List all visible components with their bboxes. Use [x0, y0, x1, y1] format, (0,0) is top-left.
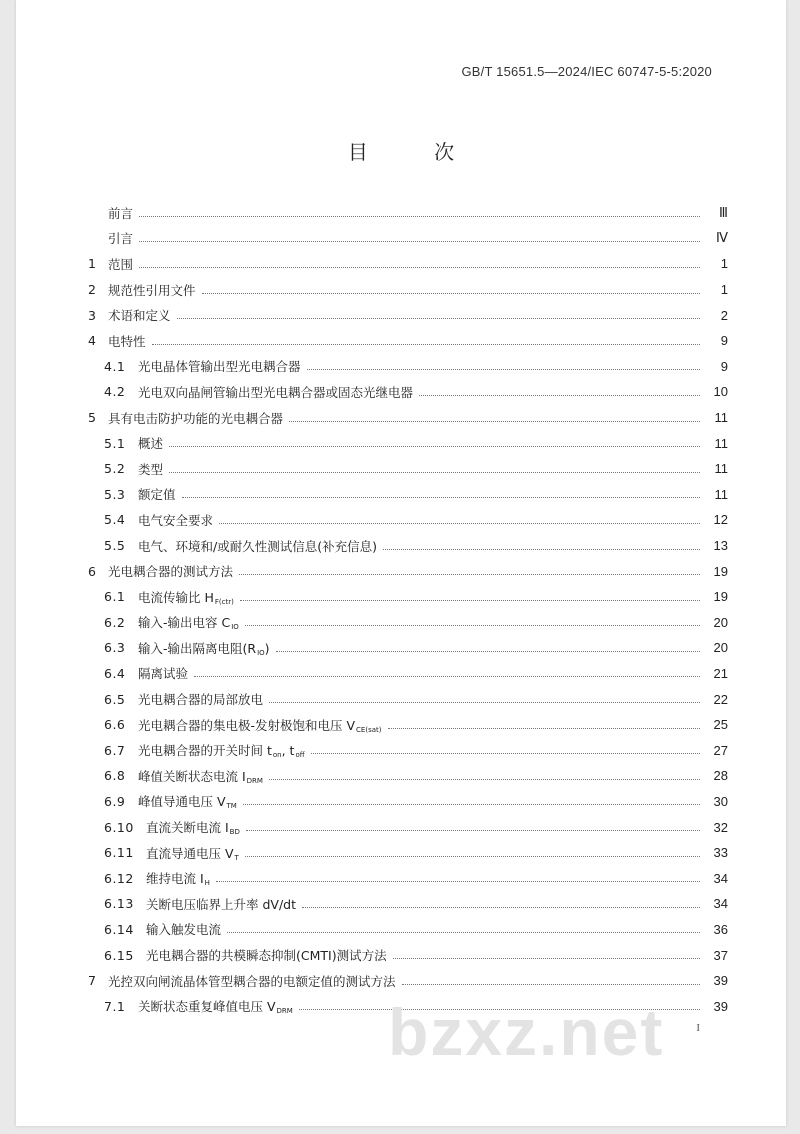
- toc-entry-page: 9: [720, 358, 728, 374]
- standard-code: GB/T 15651.5—2024/IEC 60747-5-5:2020: [461, 64, 712, 79]
- toc-leader-dots: [182, 496, 700, 498]
- toc-entry-label-text: 电流传输比 H: [138, 589, 214, 605]
- toc-entry-page: 13: [713, 538, 728, 554]
- toc-leader-dots: [419, 394, 700, 396]
- watermark: bzxz.net: [388, 995, 665, 1069]
- toc-entry-page: 11: [714, 435, 728, 451]
- toc-entry-label-text: 类型: [138, 461, 164, 477]
- toc-entry-number: 6.14: [104, 921, 134, 937]
- toc-entry-page: 20: [713, 640, 728, 656]
- toc-entry-label: [146, 946, 387, 964]
- toc-entry-label: [108, 204, 133, 222]
- toc-entry-label-text: 具有电击防护功能的光电耦合器: [108, 410, 284, 426]
- toc-leader-dots: [289, 420, 700, 422]
- toc-entry-number: 5.1: [104, 435, 126, 451]
- toc-entry-number: 4.1: [104, 358, 126, 374]
- toc-entry-page: 11: [714, 410, 728, 426]
- toc-entry-label-text: 光电耦合器的局部放电: [138, 692, 264, 708]
- toc-leader-dots: [227, 931, 700, 933]
- toc-entry-number: 6: [88, 563, 96, 579]
- toc-entry-label-text: 光电耦合器的开关时间 t: [138, 743, 272, 759]
- toc-entry-number: 6.11: [104, 845, 134, 861]
- toc-title: 目 次: [347, 140, 485, 164]
- toc-entry-subscript: H: [204, 879, 210, 888]
- toc-leader-dots: [269, 778, 700, 780]
- toc-entry-page: 28: [713, 768, 728, 784]
- toc-entry-label: [138, 613, 239, 631]
- toc-entry-subscript: T: [234, 853, 239, 862]
- toc-entry[interactable]: [88, 865, 728, 891]
- toc-entry-number: 1: [88, 256, 96, 272]
- toc-leader-dots: [239, 573, 700, 575]
- toc-entry[interactable]: [88, 686, 728, 712]
- toc-entry-page: 33: [713, 845, 728, 861]
- toc-entry-label-text: 概述: [138, 436, 164, 452]
- toc-entry-label: [138, 485, 176, 503]
- toc-leader-dots: [276, 650, 700, 652]
- toc-entry-page: 22: [713, 691, 728, 707]
- toc-entry[interactable]: [88, 584, 728, 610]
- toc-entry-number: 6.7: [104, 742, 126, 758]
- toc-leader-dots: [216, 880, 700, 882]
- toc-entry-page: 1: [720, 256, 728, 272]
- toc-entry-number: 6.5: [104, 691, 126, 707]
- toc-entry-label: [138, 664, 188, 682]
- toc-entry-subscript: IO: [231, 623, 239, 632]
- toc-entry-number: 4.2: [104, 384, 126, 400]
- toc-entry[interactable]: [88, 558, 728, 584]
- toc-entry[interactable]: [88, 251, 728, 277]
- toc-entry-page: 34: [713, 870, 728, 886]
- toc-entry-page: 20: [713, 614, 728, 630]
- toc-entry-number: 6.8: [104, 768, 126, 784]
- toc-entry-label: [138, 588, 234, 606]
- toc-entry[interactable]: [88, 789, 728, 815]
- toc-entry-label-text: 光电晶体管输出型光电耦合器: [138, 359, 301, 375]
- toc-entry-label: [146, 920, 221, 938]
- toc-entry-label-text: 前言: [108, 205, 134, 221]
- toc-entry-number: 6.12: [104, 870, 134, 886]
- toc-entry-number: 6.10: [104, 819, 134, 835]
- document-page: [16, 0, 786, 1126]
- toc-entry-subscript: DRM: [246, 776, 263, 785]
- toc-leader-dots: [139, 240, 700, 242]
- table-of-contents: [88, 200, 728, 1019]
- toc-entry[interactable]: [88, 379, 728, 405]
- page-number: I: [696, 1022, 700, 1034]
- toc-entry[interactable]: [88, 891, 728, 917]
- toc-entry-label-text: 光电耦合器的共模瞬态抑制(CMTI)测试方法: [146, 948, 387, 964]
- toc-entry-label: [138, 767, 263, 785]
- toc-entry-number: 2: [88, 282, 96, 298]
- toc-entry-label: [138, 716, 382, 734]
- toc-leader-dots: [245, 855, 700, 857]
- toc-entry-label: [108, 281, 196, 299]
- toc-leader-dots: [177, 317, 700, 319]
- toc-entry[interactable]: [88, 737, 728, 763]
- toc-leader-dots: [393, 957, 700, 959]
- toc-entry-page: 25: [713, 717, 728, 733]
- toc-leader-dots: [169, 471, 700, 473]
- toc-entry-subscript: TM: [226, 802, 237, 811]
- toc-entry-number: 5.4: [104, 512, 126, 528]
- toc-entry-number: 5.3: [104, 486, 126, 502]
- toc-entry-page: 11: [714, 461, 728, 477]
- toc-leader-dots: [152, 343, 700, 345]
- toc-entry-subscript: DRM: [276, 1007, 293, 1016]
- toc-entry-page: 9: [720, 333, 728, 349]
- toc-entry-subscript: on: [272, 751, 282, 760]
- toc-entry-label-text: 范围: [108, 256, 134, 272]
- toc-entry-number: 7.1: [104, 998, 126, 1014]
- toc-entry-label-text: 隔离试验: [138, 666, 189, 682]
- toc-entry-label: [138, 511, 213, 529]
- toc-entry-label: [138, 537, 377, 555]
- toc-entry-number: 6.15: [104, 947, 134, 963]
- toc-entry[interactable]: [88, 302, 728, 328]
- toc-entry[interactable]: [88, 328, 728, 354]
- toc-entry-label-text: 规范性引用文件: [108, 282, 196, 298]
- toc-entry-page: 39: [713, 998, 728, 1014]
- toc-entry-page: 10: [713, 384, 728, 400]
- toc-entry-label-text: 维持电流 I: [146, 871, 204, 887]
- toc-entry[interactable]: [88, 277, 728, 303]
- toc-entry-number: 6.1: [104, 589, 126, 605]
- toc-entry-label: [146, 844, 239, 862]
- toc-entry[interactable]: [88, 405, 728, 431]
- toc-entry-page: 37: [713, 947, 728, 963]
- toc-entry-label-text: 光控双向闸流晶体管型耦合器的电额定值的测试方法: [108, 973, 396, 989]
- toc-entry[interactable]: [88, 814, 728, 840]
- toc-entry[interactable]: [88, 200, 728, 226]
- toc-entry[interactable]: [88, 917, 728, 943]
- toc-entry-label-text: 光电耦合器的测试方法: [108, 564, 234, 580]
- toc-entry-label: [138, 792, 237, 810]
- toc-entry-page: 1: [720, 282, 728, 298]
- toc-entry-page: 21: [713, 665, 728, 681]
- toc-entry-number: 5.2: [104, 461, 126, 477]
- toc-leader-dots: [246, 829, 700, 831]
- toc-leader-dots: [302, 906, 700, 908]
- toc-entry-label: [138, 460, 163, 478]
- toc-entry-label-text: 术语和定义: [108, 308, 171, 324]
- toc-entry-label-text: 输入-输出隔离电阻(R: [138, 640, 257, 656]
- toc-entry[interactable]: [88, 840, 728, 866]
- toc-entry-page: 2: [720, 307, 728, 323]
- toc-entry-page: 27: [713, 742, 728, 758]
- toc-entry-label-text: 光电耦合器的集电极-发射极饱和电压 V: [138, 717, 356, 733]
- toc-entry-label-text: 输入-输出电容 C: [138, 615, 231, 631]
- toc-entry-page: 32: [713, 819, 728, 835]
- toc-entry-label: [146, 869, 210, 887]
- toc-entry-label: [108, 306, 171, 324]
- toc-entry-number: 6.13: [104, 896, 134, 912]
- toc-entry-label: [138, 741, 305, 759]
- toc-entry-label: [108, 562, 233, 580]
- toc-entry-page: Ⅲ: [719, 204, 728, 220]
- toc-entry-label-text: 额定值: [138, 487, 176, 503]
- toc-entry[interactable]: [88, 226, 728, 252]
- toc-entry-number: 7: [88, 973, 96, 989]
- toc-entry[interactable]: [88, 942, 728, 968]
- toc-entry-page: 30: [713, 793, 728, 809]
- toc-entry-label: [138, 434, 163, 452]
- toc-entry-label-suffix: ): [264, 640, 270, 656]
- toc-entry[interactable]: [88, 456, 728, 482]
- toc-leader-dots: [219, 522, 700, 524]
- toc-entry-label-text: 电特性: [108, 333, 146, 349]
- toc-entry-label-text: 直流关断电流 I: [146, 820, 229, 836]
- toc-entry[interactable]: [88, 610, 728, 636]
- toc-entry[interactable]: [88, 635, 728, 661]
- toc-entry[interactable]: [88, 763, 728, 789]
- toc-entry-page: 36: [713, 921, 728, 937]
- toc-entry[interactable]: [88, 482, 728, 508]
- toc-entry-label-text: 关断电压临界上升率 dV/dt: [146, 896, 297, 912]
- toc-entry-number: 6.3: [104, 640, 126, 656]
- toc-entry-page: 12: [713, 512, 728, 528]
- toc-entry-label-text: 峰值关断状态电流 I: [138, 768, 246, 784]
- toc-leader-dots: [139, 266, 700, 268]
- toc-leader-dots: [388, 727, 700, 729]
- toc-entry-label-text: 光电双向晶闸管输出型光电耦合器或固态光继电器: [138, 384, 414, 400]
- toc-leader-dots: [245, 624, 700, 626]
- toc-entry-subscript: BD: [229, 828, 240, 837]
- toc-entry-label: [108, 332, 146, 350]
- toc-entry-number: 6.2: [104, 614, 126, 630]
- toc-leader-dots: [402, 983, 700, 985]
- toc-entry-number: 4: [88, 333, 96, 349]
- toc-entry[interactable]: [88, 533, 728, 559]
- toc-entry-label-text: 电气安全要求: [138, 512, 214, 528]
- toc-entry-label: [108, 409, 283, 427]
- toc-leader-dots: [202, 292, 700, 294]
- toc-leader-dots: [269, 701, 700, 703]
- toc-entry-label: [108, 972, 396, 990]
- toc-entry-label: [138, 357, 301, 375]
- toc-entry-subscript: CE(sat): [356, 725, 382, 734]
- toc-entry-page: 19: [713, 589, 728, 605]
- toc-entry-label-suffix: , t: [281, 743, 295, 759]
- toc-entry-label: [138, 997, 293, 1015]
- toc-leader-dots: [307, 368, 700, 370]
- toc-entry-number: 5.5: [104, 538, 126, 554]
- toc-entry[interactable]: [88, 430, 728, 456]
- toc-entry-page: 34: [713, 896, 728, 912]
- toc-entry-label: [146, 818, 240, 836]
- toc-entry-label-text: 关断状态重复峰值电压 V: [138, 999, 276, 1015]
- toc-entry-label: [108, 255, 133, 273]
- toc-entry-number: 6.4: [104, 665, 126, 681]
- toc-entry-page: 11: [714, 486, 728, 502]
- toc-entry-label: [138, 383, 413, 401]
- toc-entry[interactable]: [88, 712, 728, 738]
- toc-leader-dots: [139, 215, 700, 217]
- toc-entry-label-text: 引言: [108, 231, 134, 247]
- toc-leader-dots: [243, 803, 700, 805]
- toc-entry-label-text: 输入触发电流: [146, 922, 222, 938]
- toc-entry-label-text: 直流导通电压 V: [146, 845, 234, 861]
- toc-entry[interactable]: [88, 354, 728, 380]
- toc-entry[interactable]: [88, 968, 728, 994]
- toc-entry-number: 6.6: [104, 717, 126, 733]
- toc-entry-page: 39: [713, 973, 728, 989]
- toc-leader-dots: [383, 548, 700, 550]
- toc-entry-label: [146, 895, 296, 913]
- toc-leader-dots: [311, 752, 700, 754]
- toc-entry-page: 19: [713, 563, 728, 579]
- toc-entry-number: 3: [88, 307, 96, 323]
- toc-entry-page: Ⅳ: [716, 230, 728, 246]
- toc-entry-label: [138, 639, 270, 657]
- toc-entry-subscript: IO: [257, 648, 265, 657]
- toc-entry-subscript: off: [295, 751, 305, 760]
- toc-leader-dots: [169, 445, 700, 447]
- toc-entry-label: [138, 690, 263, 708]
- toc-entry-label: [108, 229, 133, 247]
- toc-leader-dots: [194, 675, 700, 677]
- toc-leader-dots: [240, 599, 700, 601]
- toc-entry-number: 6.9: [104, 793, 126, 809]
- toc-entry-number: 5: [88, 410, 96, 426]
- toc-entry-subscript: F(ctr): [214, 597, 234, 606]
- toc-entry-label-text: 电气、环境和/或耐久性测试信息(补充信息): [138, 538, 377, 554]
- toc-entry-label-text: 峰值导通电压 V: [138, 794, 226, 810]
- toc-entry[interactable]: [88, 661, 728, 687]
- toc-entry[interactable]: [88, 507, 728, 533]
